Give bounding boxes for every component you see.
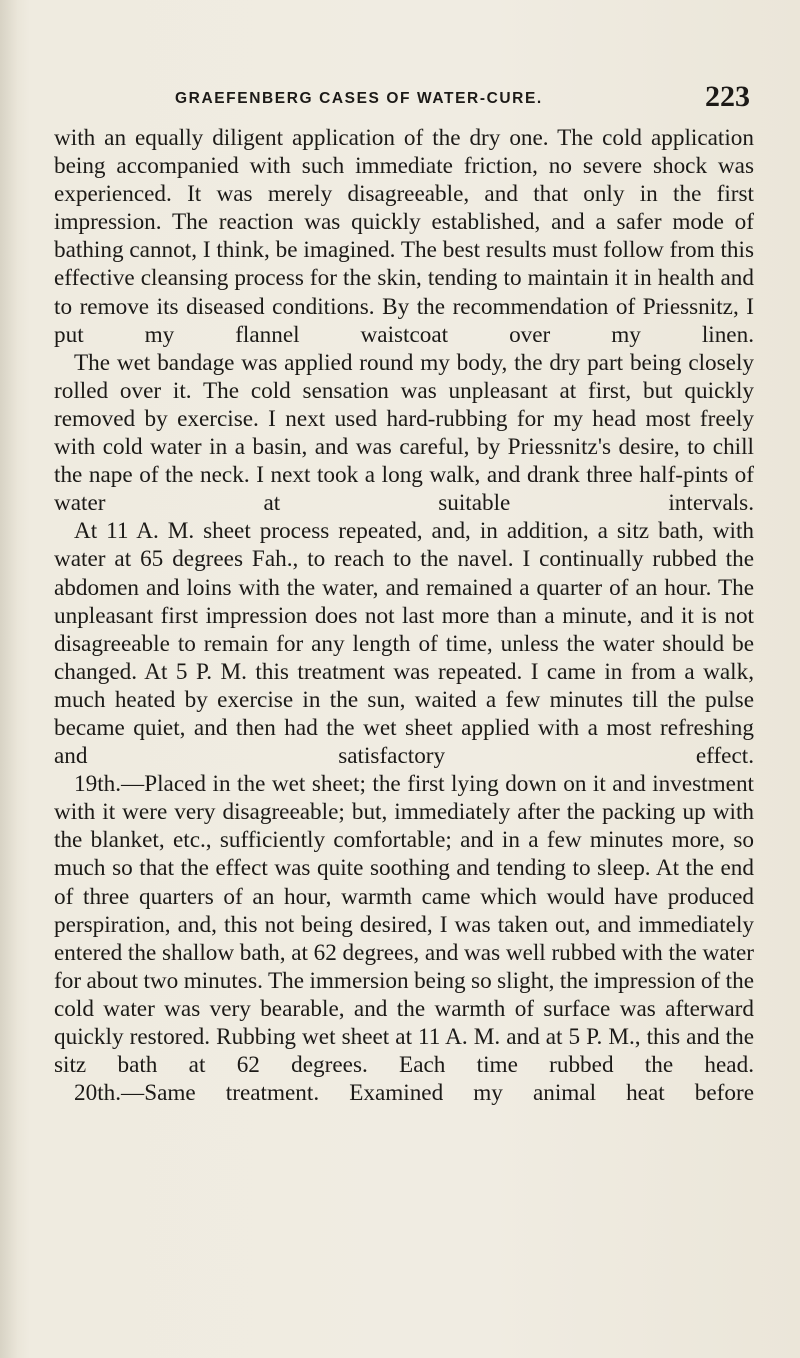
body-text — [54, 124, 754, 1107]
paragraph: The wet bandage was applied round my body, the dry part being closely rolled over it. The cold sensation was unpleasant at first, but quickly removed by exercise. I next used hard-rubbing for my head most freely with cold water in a basin, and was careful, by Priessnitz's desire, to chill the nape of the neck. I next took a long walk, and drank three half-pints of water at suitable intervals. — [54, 349, 754, 517]
paragraph: with an equally diligent application of the dry one. The cold application being accompanied with such immediate friction, no severe shock was experienced. It was merely disagreeable, and that only in the first impression. The reaction was quickly established, and a safer mode of bathing cannot, I think, be imagined. The best results must follow from this effective cleansing process for the skin, tending to maintain it in health and to remove its diseased conditions. By the recommendation of Priessnitz, I put my flannel waistcoat over my linen. — [54, 125, 754, 348]
page-number: 223 — [705, 80, 750, 113]
page-header — [175, 80, 750, 120]
page-gutter-shadow — [0, 0, 18, 1358]
paragraph: At 11 A. M. sheet process repeated, and, in addition, a sitz bath, with water at 65 degrees Fah., to reach to the navel. I continually rubbed the abdomen and loins with the water, and remained a quarter of an hour. The unpleasant first impression does not last more than a minute, and it is not disagreeable to remain for any length of time, unless the water should be changed. At 5 P. M. this treatment was repeated. I came in from a walk, much heated by exercise in the sun, waited a few minutes till the pulse became quiet, and then had the wet sheet applied with a most refreshing and satisfactory effect. — [54, 518, 754, 770]
paragraph: 19th.—Placed in the wet sheet; the first lying down on it and investment with it were very disagreeable; but, immediately after the packing up with the blanket, etc., sufficiently comfortable; and in a few minutes more, so much so that the effect was quite soothing and tending to sleep. At the end of three quarters of an hour, warmth came which would have produced perspiration, and, this not being desired, I was taken out, and immediately entered the shallow bath, at 62 degrees, and was well rubbed with the water for about two minutes. The immersion being so slight, the impression of the cold water was very bearable, and the warmth of surface was afterward quickly restored. Rubbing wet sheet at 11 A. M. and at 5 P. M., this and the sitz bath at 62 degrees. Each time rubbed the head. — [54, 771, 754, 1079]
running-title: GRAEFENBERG CASES OF WATER-CURE. — [175, 90, 543, 107]
paragraph: 20th.—Same treatment. Examined my animal heat before — [74, 1080, 754, 1107]
